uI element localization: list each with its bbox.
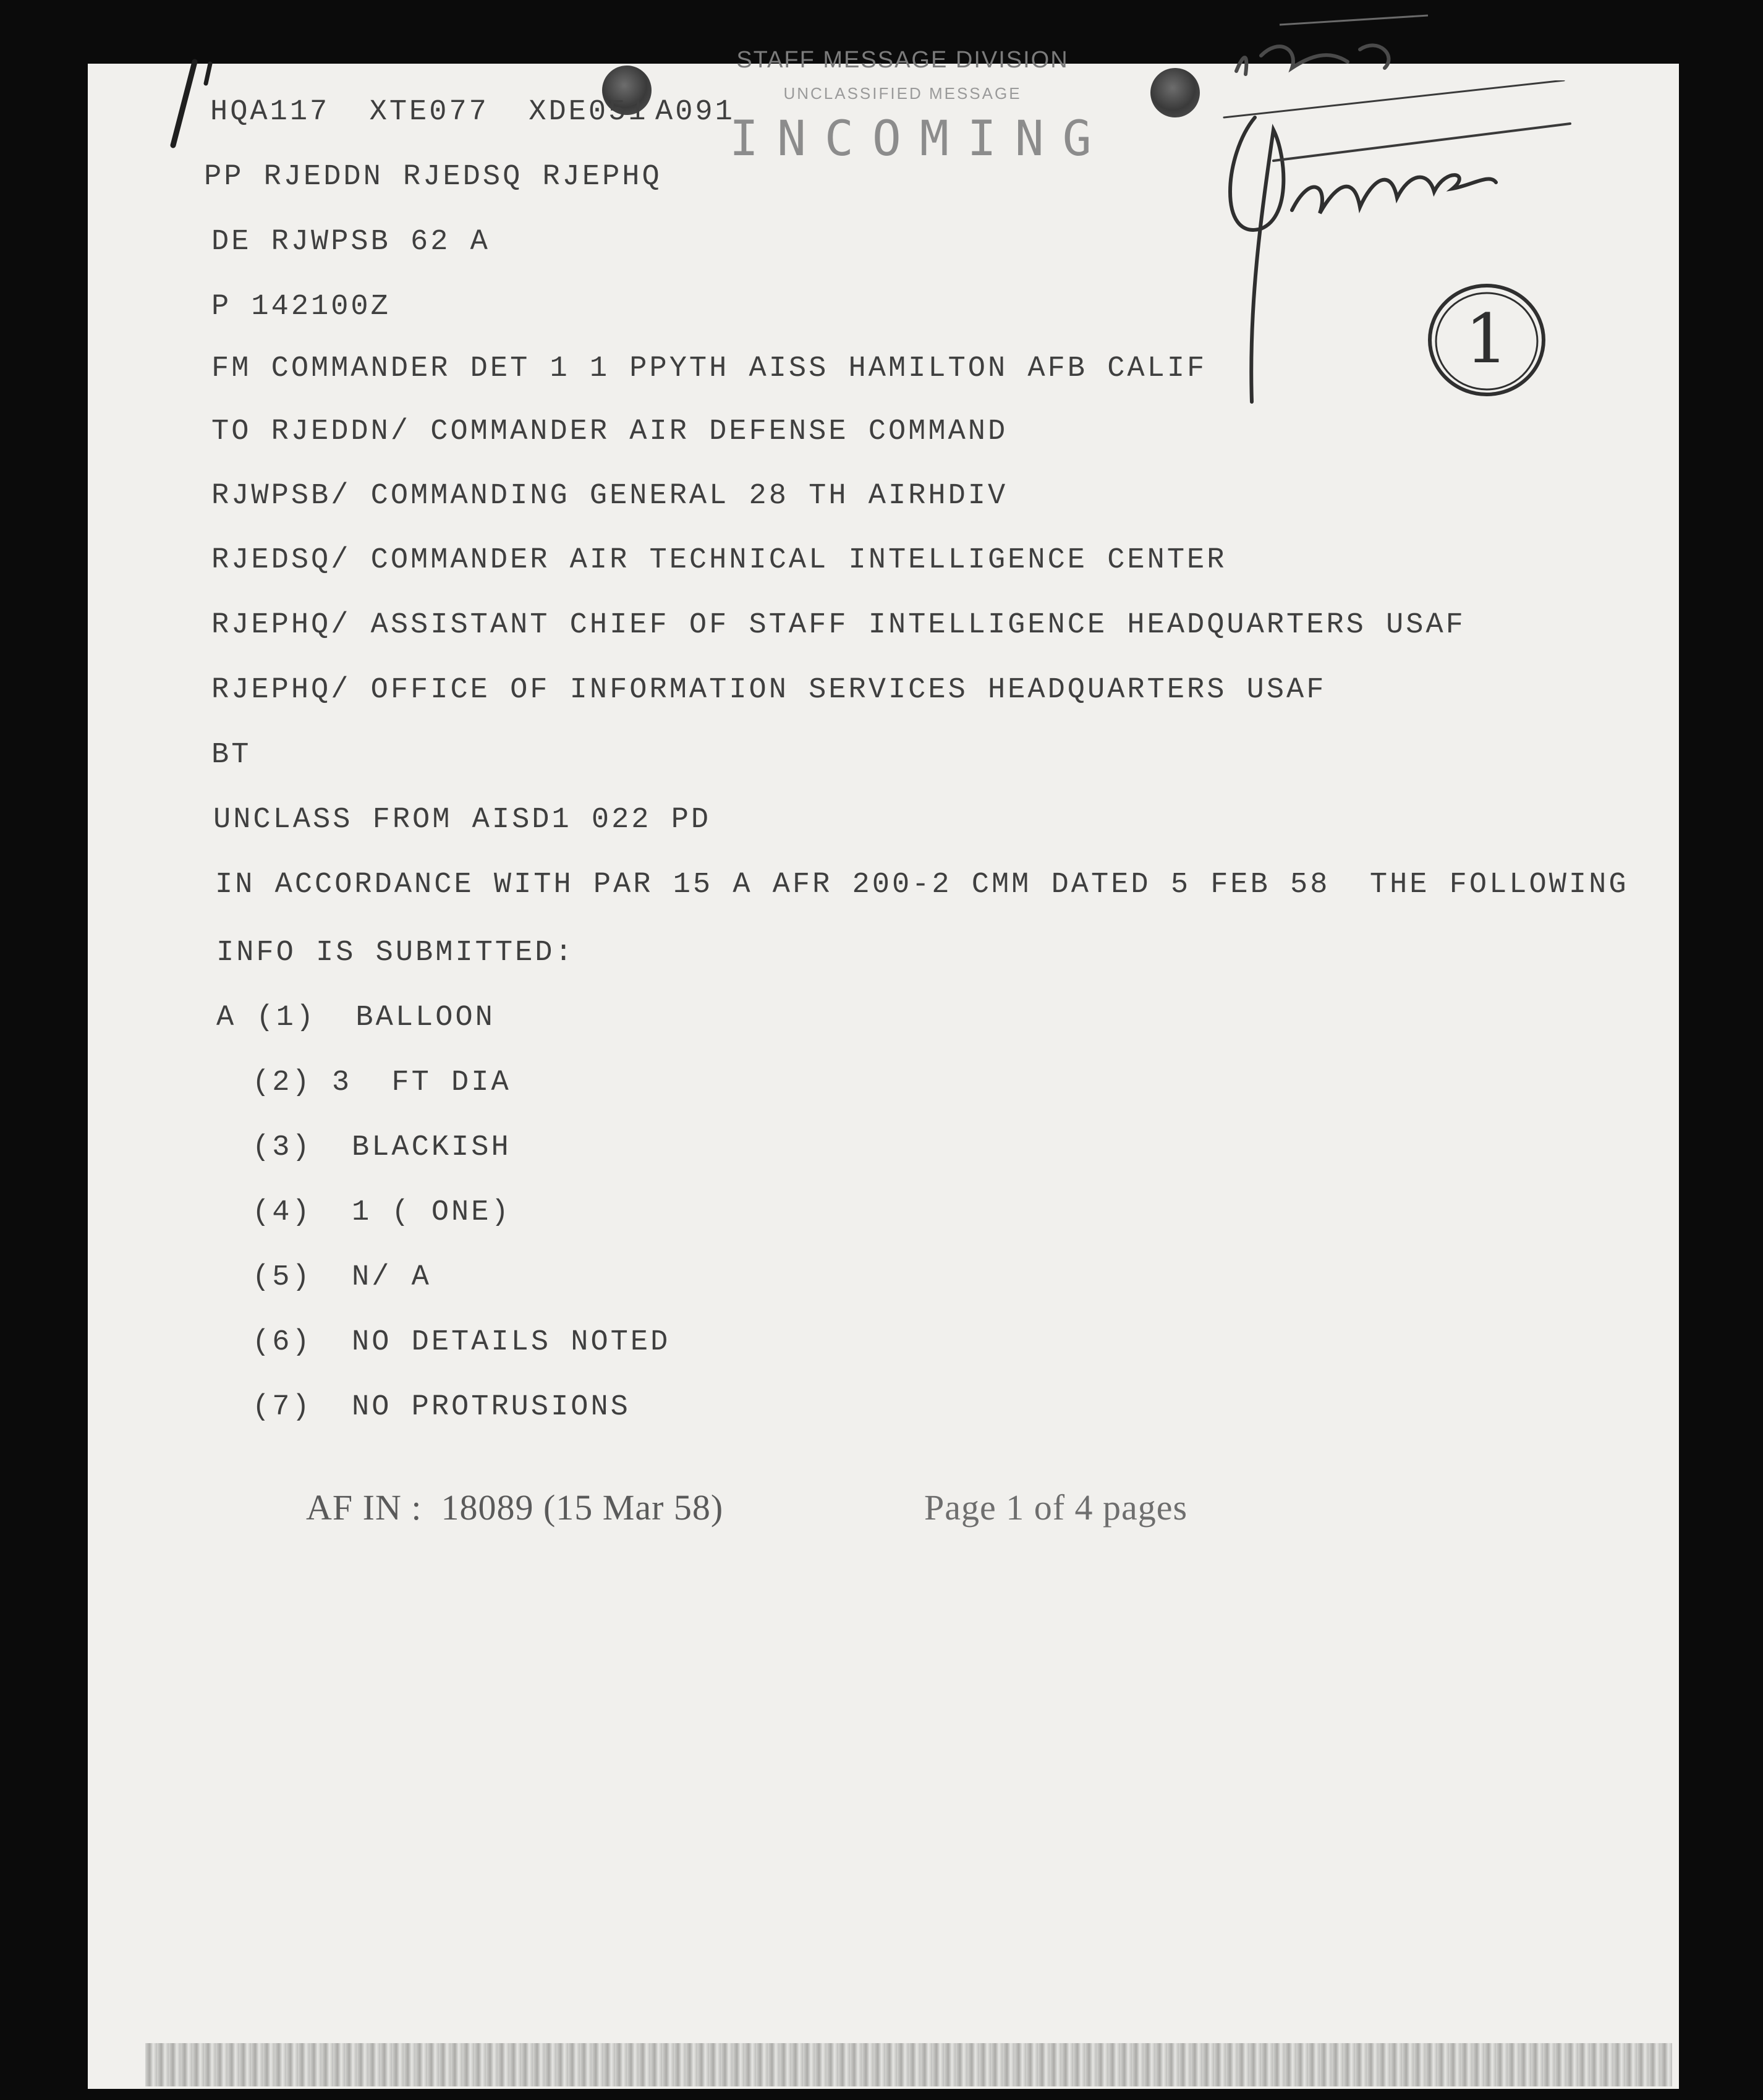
- af-in-number: AF IN : 18089 (15 Mar 58): [306, 1487, 724, 1528]
- item-2: (2) 3 FT DIA: [252, 1066, 511, 1099]
- routing-line-1: HQA117 XTE077 XDE051: [210, 96, 648, 129]
- to-line-5: RJEPHQ/ OFFICE OF INFORMATION SERVICES HEADQUARTERS USAF: [211, 674, 1327, 707]
- torn-bottom-edge: [145, 2043, 1672, 2086]
- intro-line-1: IN ACCORDANCE WITH PAR 15 A AFR 200-2 CMM DATED 5 FEB 58 THE FOLLOWING: [215, 869, 1629, 901]
- circled-mark-number: 1: [1465, 299, 1508, 378]
- intro-line-2: INFO IS SUBMITTED:: [216, 937, 575, 969]
- break-line: BT: [211, 739, 252, 772]
- handwritten-scribble-top: [1230, 12, 1490, 87]
- item-7: (7) NO PROTRUSIONS: [252, 1391, 631, 1424]
- routing-line-1-partial: A091: [655, 96, 735, 129]
- routing-line-4: P 142100Z: [211, 291, 391, 323]
- item-6: (6) NO DETAILS NOTED: [252, 1326, 671, 1359]
- item-1: A (1) BALLOON: [216, 1001, 495, 1034]
- stamp-division: STAFF MESSAGE DIVISION: [736, 47, 1069, 73]
- stamp-incoming: INCOMING: [729, 111, 1110, 167]
- stamp-classification: UNCLASSIFIED MESSAGE: [783, 84, 1022, 103]
- to-line-3: RJEDSQ/ COMMANDER AIR TECHNICAL INTELLIGENCE CENTER: [211, 544, 1227, 577]
- from-line: FM COMMANDER DET 1 1 PPYTH AISS HAMILTON AFB CALIF: [211, 352, 1207, 385]
- routing-line-3: DE RJWPSB 62 A: [211, 226, 490, 258]
- reference-line: UNCLASS FROM AISD1 022 PD: [213, 804, 712, 836]
- item-4: (4) 1 ( ONE): [252, 1196, 511, 1229]
- to-line-1: TO RJEDDN/ COMMANDER AIR DEFENSE COMMAND: [211, 415, 1008, 448]
- to-line-4: RJEPHQ/ ASSISTANT CHIEF OF STAFF INTELLIGENCE HEADQUARTERS USAF: [211, 609, 1466, 642]
- routing-line-2: PP RJEDDN RJEDSQ RJEPHQ: [204, 161, 662, 193]
- margin-tick-mark: [158, 59, 232, 151]
- item-3: (3) BLACKISH: [252, 1131, 511, 1164]
- item-5: (5) N/ A: [252, 1261, 431, 1294]
- page-count: Page 1 of 4 pages: [924, 1487, 1188, 1528]
- punch-hole-right: [1150, 68, 1200, 117]
- to-line-2: RJWPSB/ COMMANDING GENERAL 28 TH AIRHDIV: [211, 480, 1008, 512]
- circled-mark: [1419, 272, 1555, 408]
